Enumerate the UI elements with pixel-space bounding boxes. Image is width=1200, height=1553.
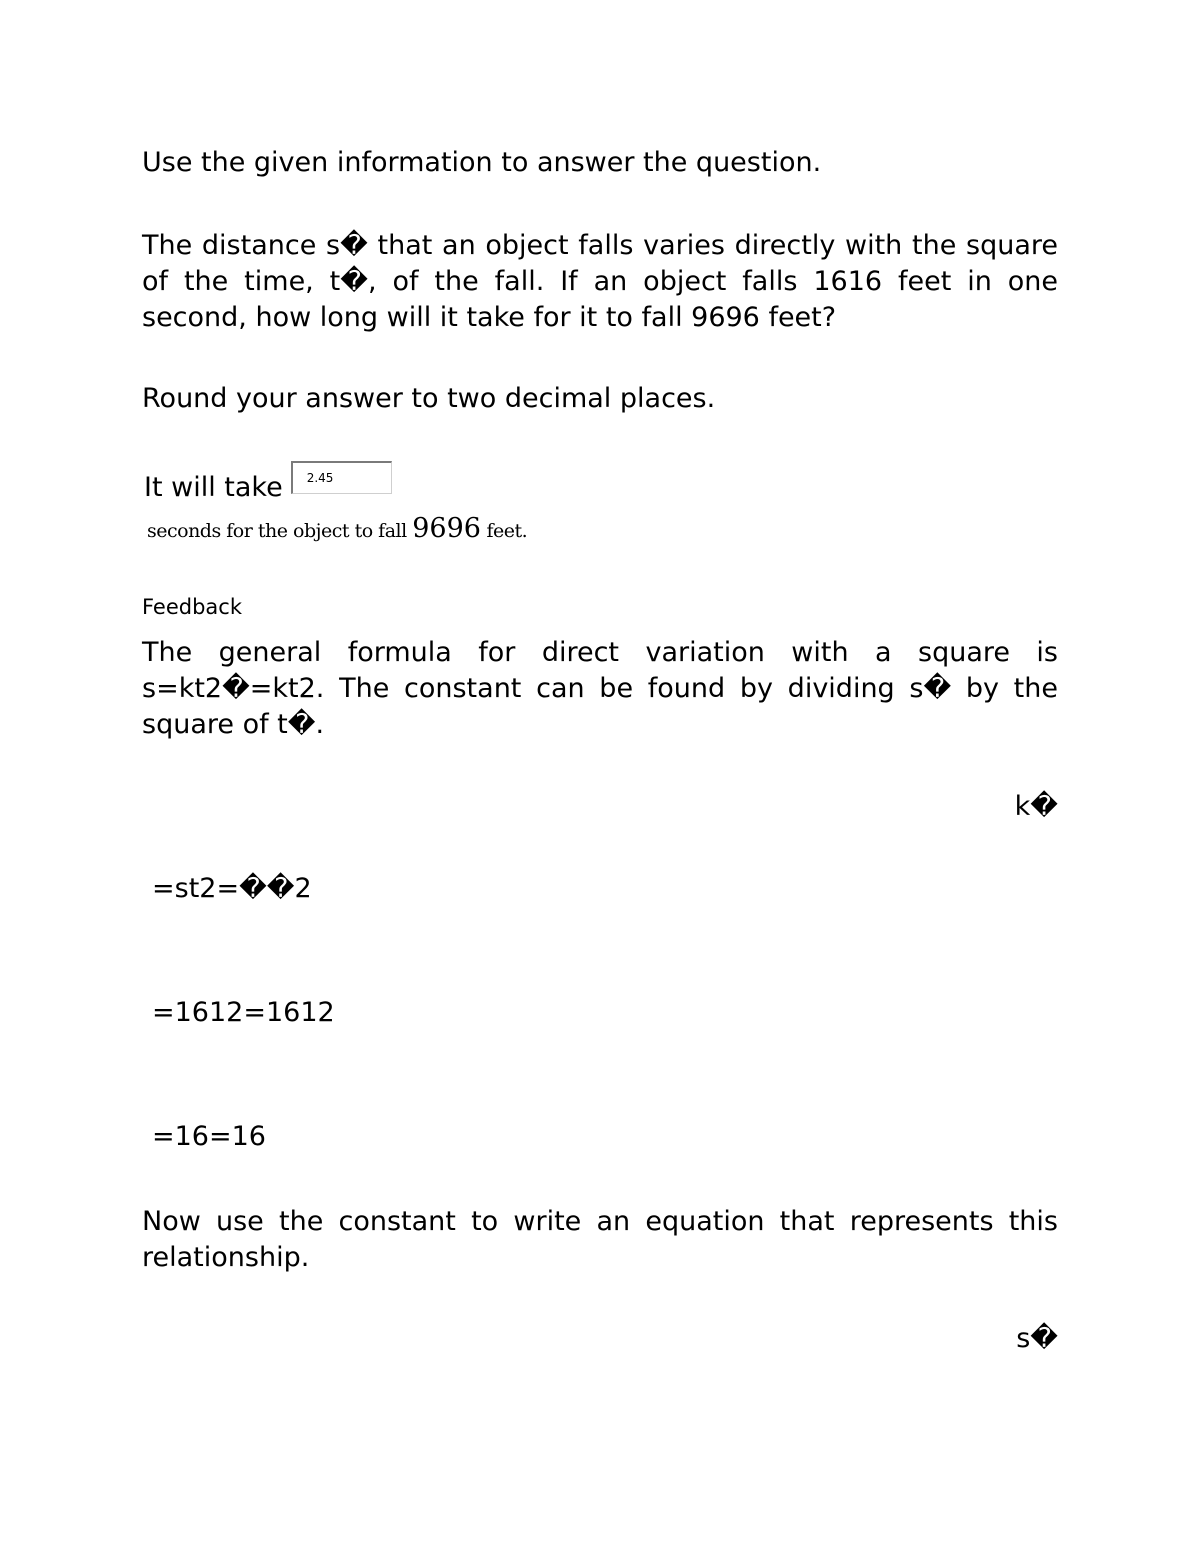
answer-suffix-text: seconds for the object to fall <box>147 520 407 542</box>
answer-input[interactable] <box>291 461 392 494</box>
equation-step-2: =1612=1612 <box>152 997 335 1028</box>
answer-line <box>144 462 392 506</box>
feedback-heading: Feedback <box>142 595 243 619</box>
equation-step-1: =st2=��2 <box>152 873 312 904</box>
rounding-instruction: Round your answer to two decimal places. <box>142 383 716 414</box>
equation-step-3: =16=16 <box>152 1121 266 1152</box>
k-symbol: k� <box>1014 791 1058 822</box>
answer-suffix <box>147 512 527 548</box>
problem-statement: The distance s� that an object falls varies directly with the square of the time, t�, of the fall. If an object falls 1616 feet in one second, how long will it take for it to fall 9696 feet? <box>142 230 1058 333</box>
answer-suffix-unit: feet. <box>486 520 528 542</box>
answer-suffix-number: 9696 <box>412 513 481 544</box>
answer-prefix: It will take <box>144 472 283 503</box>
feedback-explanation: The general formula for direct variation with a square is s=kt2�=kt2. The constant can be found by dividing s� by the square of t�. <box>142 637 1058 740</box>
s-symbol: s� <box>1016 1323 1058 1354</box>
question-instruction: Use the given information to answer the question. <box>142 147 822 178</box>
next-step-text: Now use the constant to write an equation that represents this relationship. <box>142 1206 1058 1273</box>
